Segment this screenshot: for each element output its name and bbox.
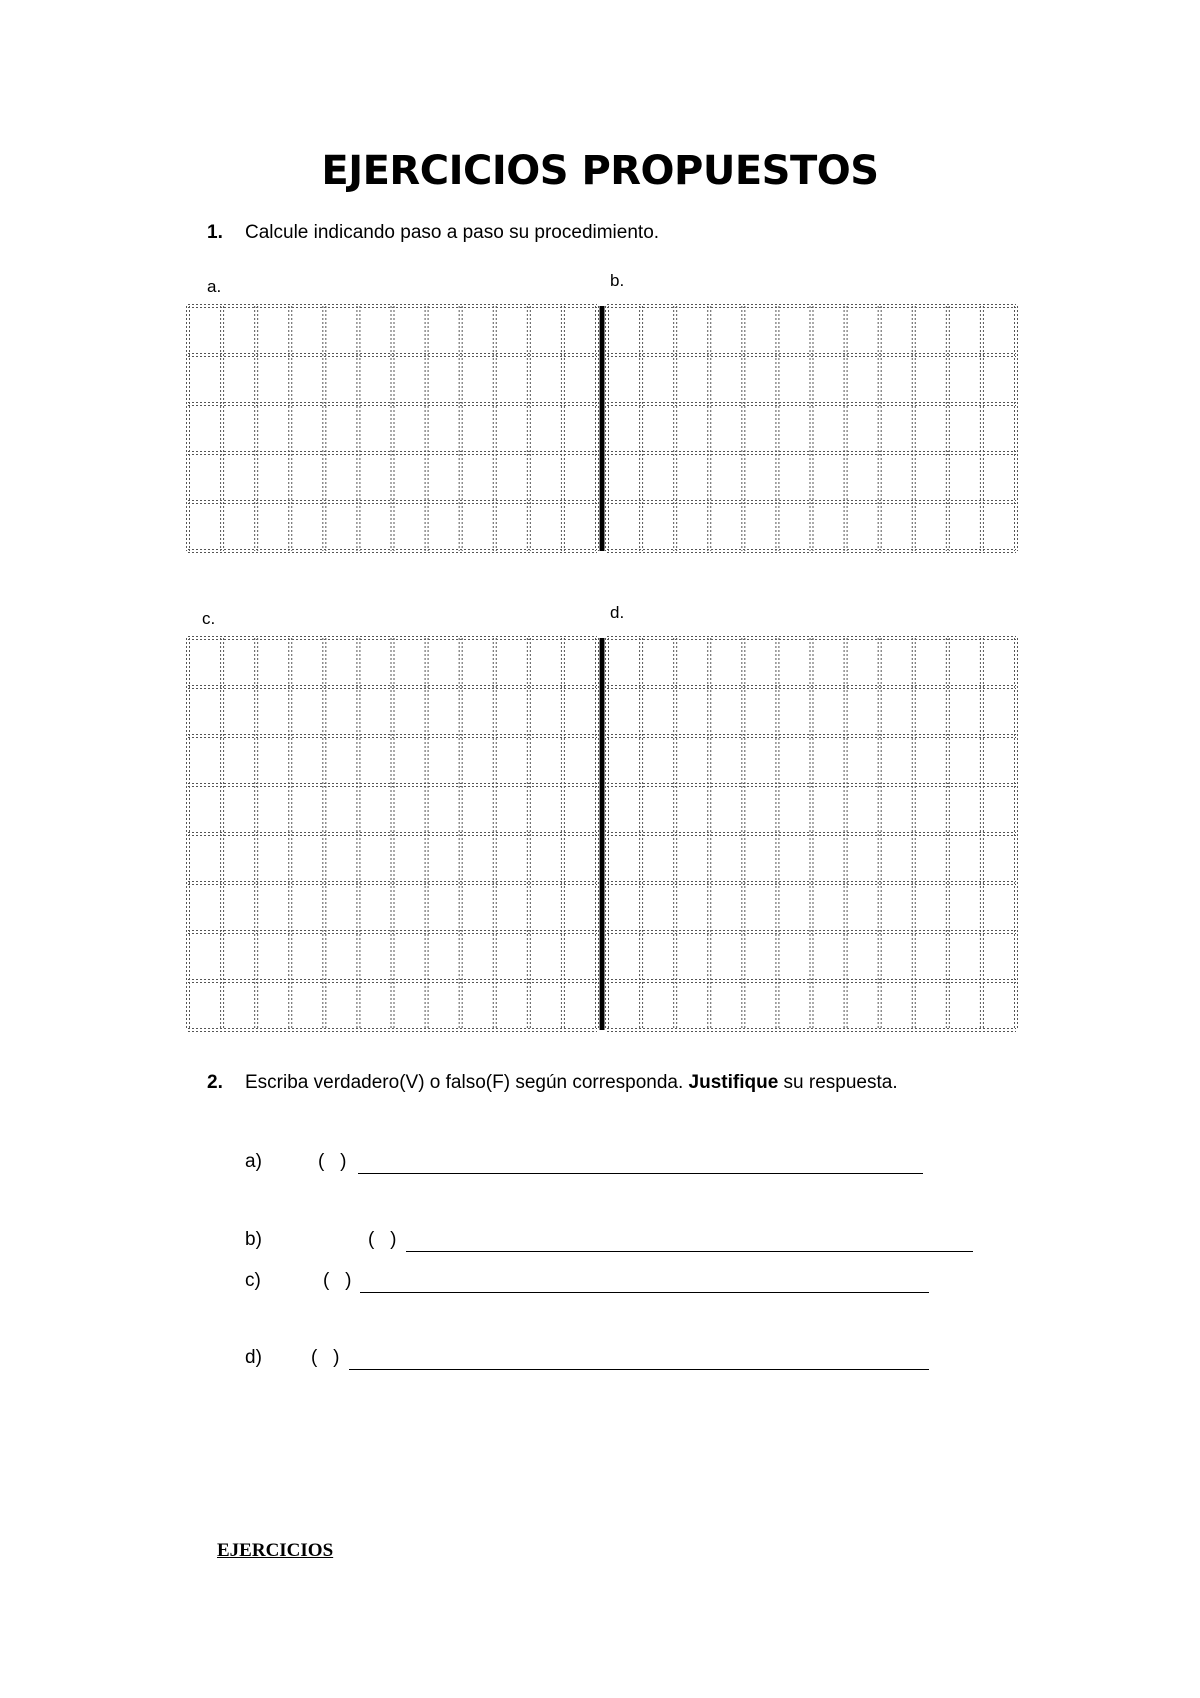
question-1-number: 1. xyxy=(207,222,223,243)
footer-heading: EJERCICIOS xyxy=(217,1540,334,1561)
tf-justification-line[interactable] xyxy=(360,1292,929,1293)
grid-label-d: d. xyxy=(610,603,625,622)
tf-item-a xyxy=(245,1151,347,1173)
question-2-text xyxy=(245,1072,898,1094)
tf-item-label: a) xyxy=(245,1151,262,1172)
grid-drawing xyxy=(186,636,1024,1032)
tf-answer-box[interactable]: ( ) xyxy=(368,1229,397,1250)
question-2-text-bold: Justifique xyxy=(688,1072,779,1093)
grid-label-a: a. xyxy=(207,277,222,296)
grid-drawing xyxy=(186,304,1024,553)
tf-answer-box[interactable]: ( ) xyxy=(318,1151,347,1172)
tf-item-b xyxy=(245,1229,397,1251)
tf-item-label: b) xyxy=(245,1229,262,1250)
tf-answer-box[interactable]: ( ) xyxy=(311,1347,340,1368)
question-1-text: Calcule indicando paso a paso su procedimiento. xyxy=(245,222,660,243)
question-2-number: 2. xyxy=(207,1072,223,1093)
tf-justification-line[interactable] xyxy=(349,1369,929,1370)
question-2-text-end: su respuesta. xyxy=(778,1072,898,1093)
tf-item-d xyxy=(245,1347,340,1369)
grid-label-c: c. xyxy=(202,609,216,628)
tf-item-label: d) xyxy=(245,1347,262,1368)
grid-label-b: b. xyxy=(610,271,625,290)
tf-item-c xyxy=(245,1270,352,1292)
tf-justification-line[interactable] xyxy=(358,1173,923,1174)
tf-answer-box[interactable]: ( ) xyxy=(323,1270,352,1291)
tf-item-label: c) xyxy=(245,1270,261,1291)
page-title: EJERCICIOS PROPUESTOS xyxy=(321,148,879,194)
answer-grid-ab[interactable] xyxy=(186,304,1024,553)
question-2-text-start: Escriba verdadero(V) o falso(F) según corresponda. xyxy=(245,1072,689,1093)
tf-justification-line[interactable] xyxy=(406,1251,973,1252)
answer-grid-cd[interactable] xyxy=(186,636,1024,1032)
